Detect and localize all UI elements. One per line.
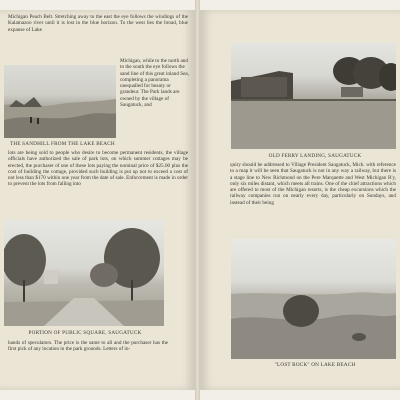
left-side-text: Michigan, while to the north and to the south the eye follows the sand line of this great inland Sea, completing a panorama unequalled for beauty or grandeur. The Park lands are owned by the village of Saugatuck, and: [120, 58, 190, 109]
left-page: [0, 10, 195, 390]
sandhill-photo: [4, 65, 116, 138]
left-mid-text: lots are being sold to people who desire to become permanent residents, the village officials have authorized the sale of park lots, on which summer cottages may be erected, the purchaser of one of these lots paying the nominal price of $25.00 plus the cost of building the cottage, provided such building is put up not to exceed a cost of not less than $170 within one year from the date of sale. Enforcement is made in order to prevent the lots from falling into: [8, 150, 188, 188]
right-mid-text: quiry should be addressed to Village President Saugatuck, Mich. with reference to a map it will be seen that Saugatuck is not in any way a railway, but there is a stage line to New Richmond on the Pere Marquette and West Michigan R'y, only six miles distant, which meets all trains. One of the chief attractions which are offered to most of the Michigan resorts, is the cheap excursions which the railway companies run on nearly every day, particularly on Sundays, and instead of their being: [230, 162, 396, 206]
left-top-text: Michigan Peach Belt. Stretching away to the east the eye follows the windings of the Kalamazoo river until it is lost in the blue horizon. To the west lies the broad, blue expanse of Lake: [8, 14, 188, 33]
public-square-photo: [4, 220, 164, 326]
public-square-caption: PORTION OF PUBLIC SQUARE, SAUGATUCK: [28, 330, 142, 336]
ferry-landing-caption: OLD FERRY LANDING, SAUGATUCK: [268, 153, 362, 159]
sandhill-caption: THE SANDHILL FROM THE LAKE BEACH: [10, 141, 115, 147]
ferry-landing-photo: [231, 43, 396, 149]
lost-rock-caption: "LOST ROCK" ON LAKE BEACH: [274, 362, 356, 368]
left-bottom-text: hands of speculators. The price is the same to all and the purchaser has the first pick of any location in the park grounds. Letters of in-: [8, 340, 168, 353]
right-page: [200, 10, 400, 390]
lost-rock-photo: [231, 239, 396, 359]
